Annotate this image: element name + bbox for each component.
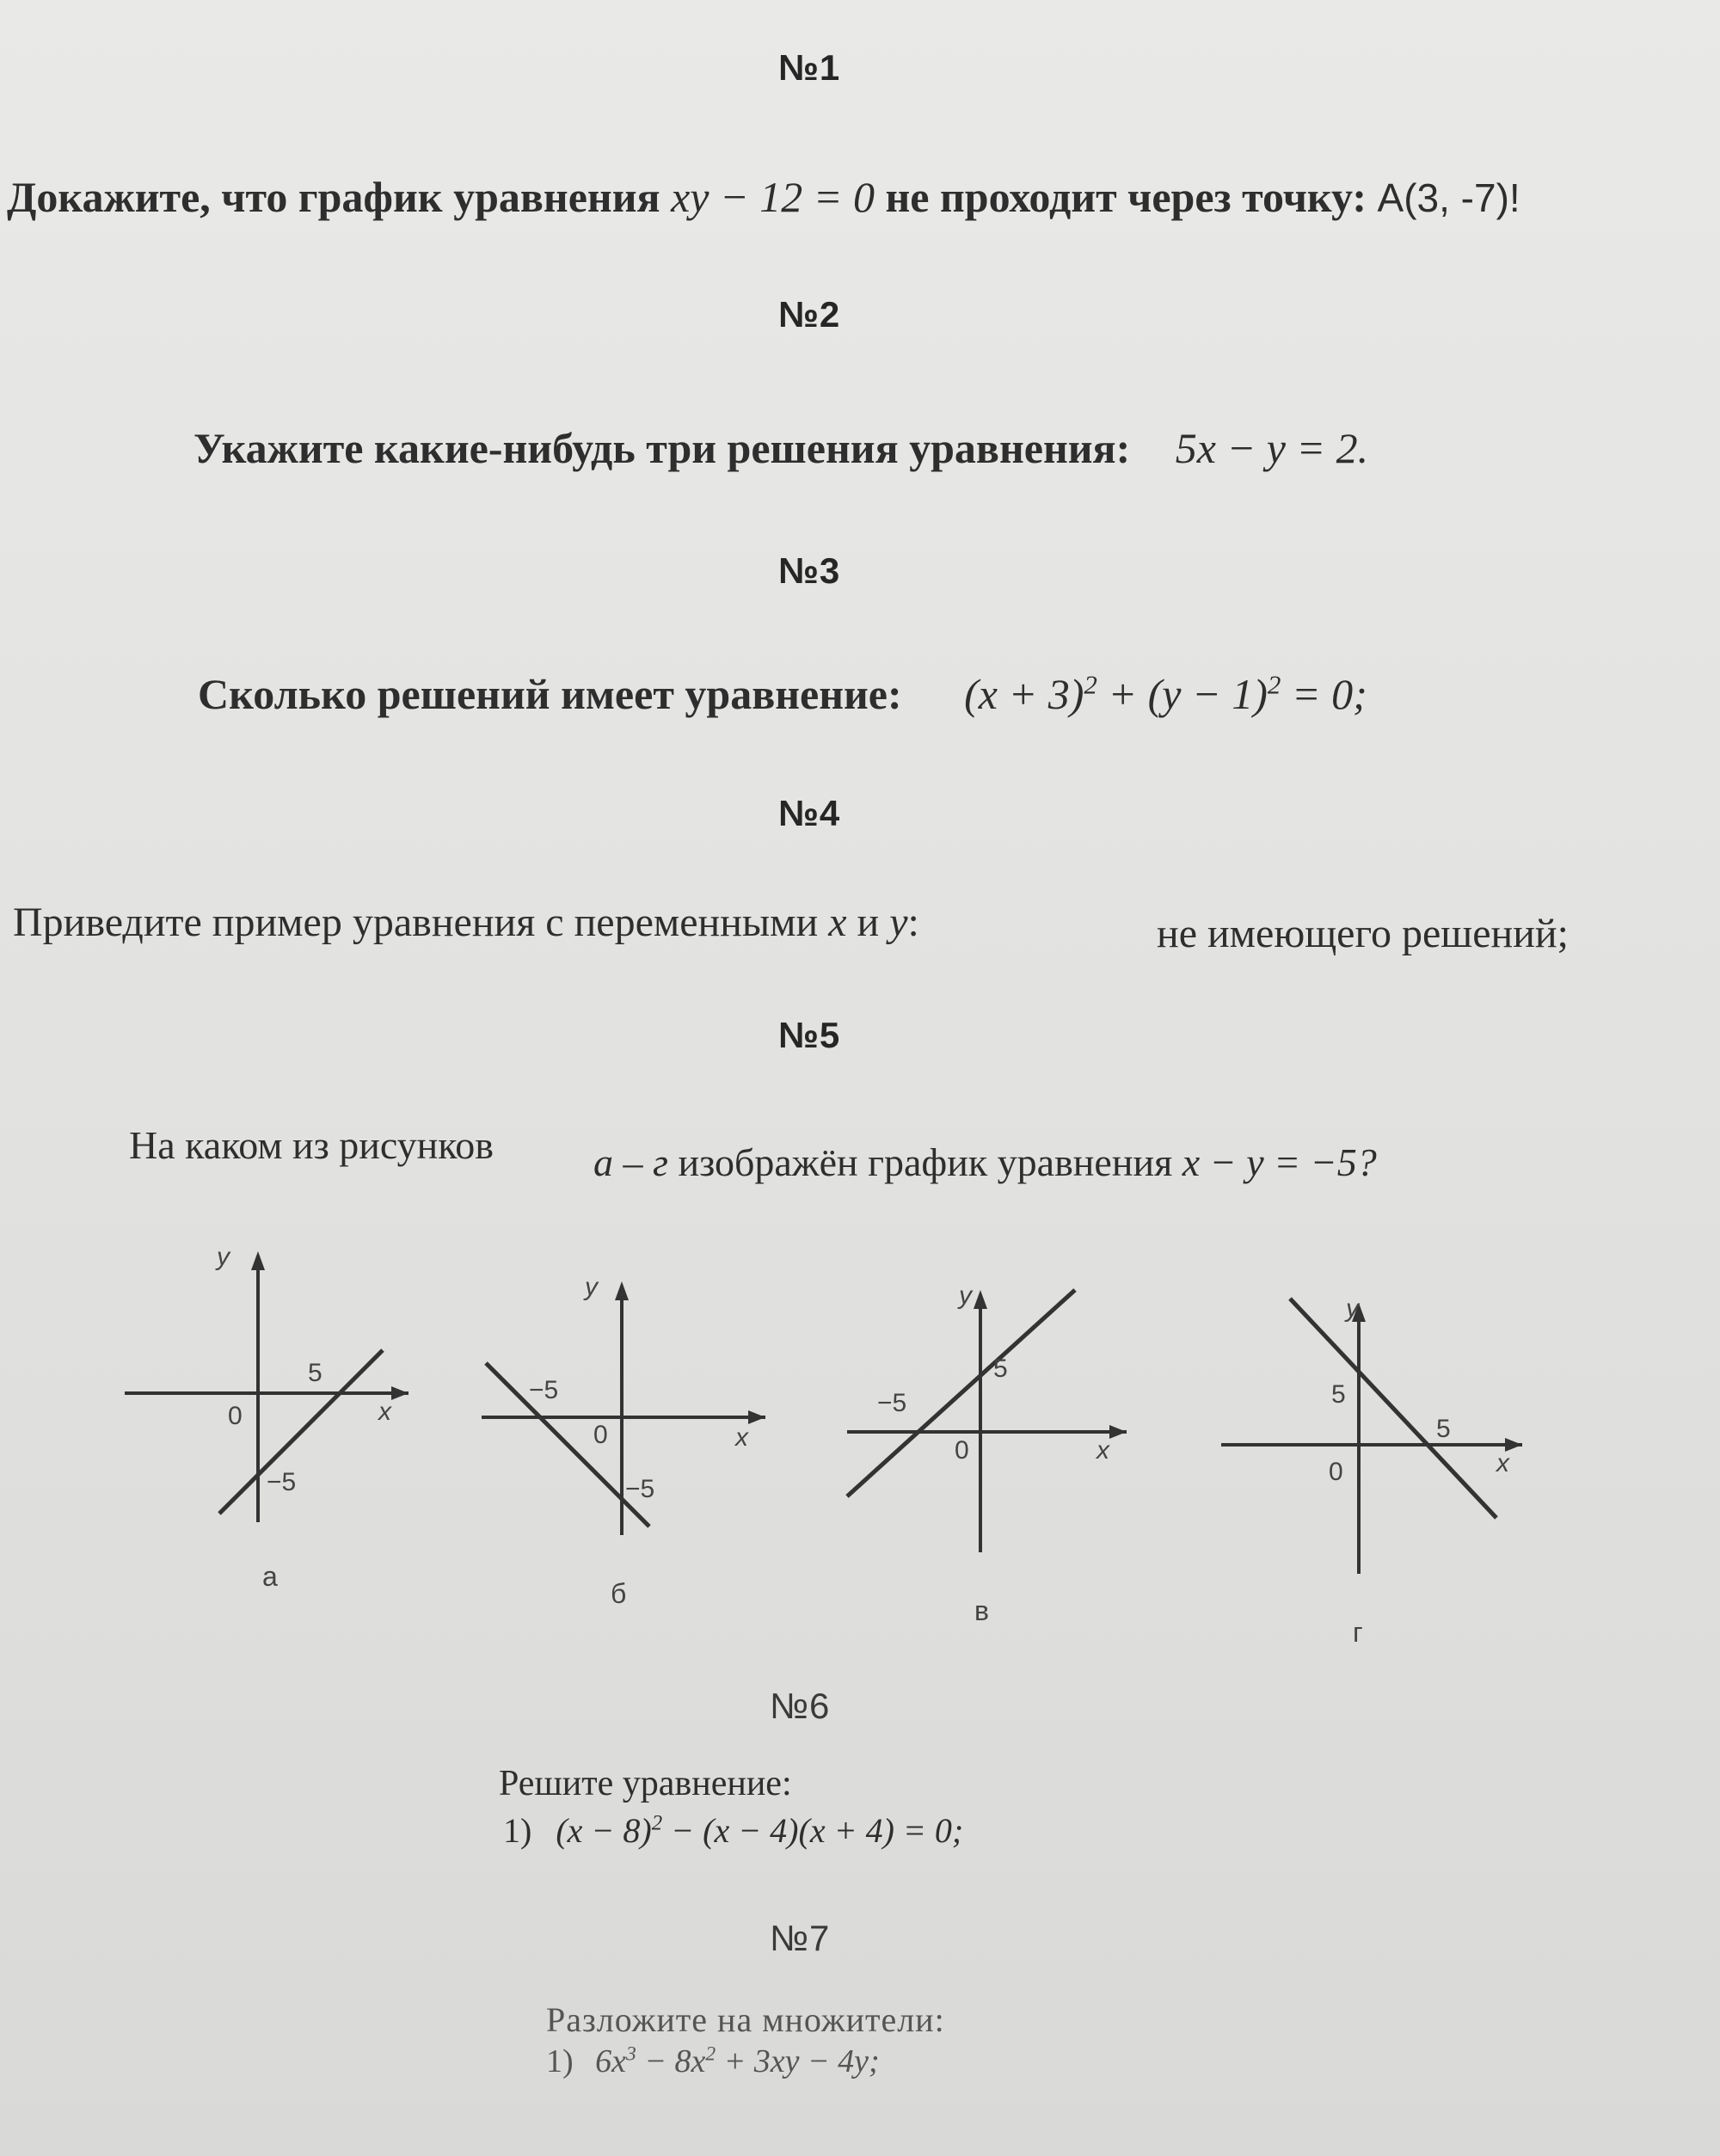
graph-v-caption: в [974,1595,989,1626]
x-axis-label: x [1096,1436,1109,1465]
graph-b [477,1273,770,1609]
task-6-equation: 1) $(x - 8)^2 - (x - 4)(x + 4) = 0$; [503,1811,964,1850]
graph-v-plot [838,1281,1131,1557]
tick-label: −5 [267,1468,297,1496]
tick-label: 5 [1331,1380,1346,1409]
tick-label: −5 [625,1475,655,1503]
graph-b-plot [477,1273,770,1539]
origin-label: 0 [955,1436,969,1465]
y-axis-label: y [1346,1294,1359,1323]
task-1-text [7,172,1520,222]
task-4-number: №4 [778,793,841,833]
y-axis-label: y [217,1243,230,1271]
tick-label: 5 [308,1359,322,1387]
task-2-number: №2 [778,294,841,335]
origin-label: 0 [593,1421,608,1449]
x-axis-label: x [378,1397,391,1426]
task-7-prompt: Разложите на множители: [546,2000,945,2039]
task-1-prompt-2: не проходит через точку: [874,173,1378,221]
tick-label: 5 [993,1354,1008,1383]
graph-line [219,1350,383,1514]
task-5-equation: x − y = −5? [1182,1140,1377,1184]
task-6-prompt: Решите уравнение: [499,1764,792,1803]
task-6-number: №6 [770,1686,831,1726]
graph-g-plot [1217,1294,1526,1578]
task-4-text: Приведите пример уравнения с переменными x и y: [13,900,919,945]
graph-g [1217,1294,1526,1648]
task-3-number: №3 [778,550,841,591]
task-7-number: №7 [770,1918,831,1958]
task-5-text: а – г изображён график уравнения x − y = −5? [593,1140,1377,1184]
y-axis-label: y [585,1273,598,1301]
task-4-prompt: Приведите пример уравнения с переменными [13,900,829,945]
task-1-prompt: Докажите, что график уравнения [7,173,672,221]
task-4-prompt-2: не имеющего решений; [1157,911,1569,956]
task-1-equation: xy − 12 = 0 [671,173,875,221]
tick-label: 5 [1436,1415,1451,1443]
task-5-number: №5 [778,1015,841,1055]
origin-label: 0 [1329,1458,1343,1486]
task-3-prompt: Сколько решений имеет уравнение: [198,670,902,718]
task-7-expression: 1) $6x^3 - 8x^2 + 3xy - 4y$; [546,2042,880,2079]
tick-label: −5 [529,1376,559,1404]
task-5-range: а – г [593,1140,668,1184]
x-axis-label: x [1496,1449,1509,1477]
task-2-equation: 5x − y = 2. [1175,424,1369,472]
task-1-number: №1 [778,47,841,88]
y-axis-arrow [251,1251,265,1270]
graph-g-caption: г [1353,1617,1363,1648]
task-2-text [194,423,1368,473]
graph-line [1290,1299,1496,1518]
x-axis-arrow [748,1410,765,1424]
task-1-point: A(3, -7)! [1377,175,1520,220]
tick-label: −5 [877,1389,907,1417]
graph-a [120,1243,413,1592]
graph-b-caption: б [611,1578,627,1609]
task-3-text [198,669,1367,719]
task-3-equation: $(x + 3)^2 + (y - 1)^2 = 0$; [964,669,1367,718]
x-axis-arrow [1109,1425,1127,1439]
y-axis-label: y [959,1281,972,1310]
y-axis-arrow [974,1290,987,1309]
x-axis-label: x [735,1423,748,1452]
graph-a-caption: а [262,1561,278,1592]
task-2-prompt: Укажите какие-нибудь три решения уравнения: [194,424,1131,472]
x-axis-arrow [391,1386,408,1400]
graph-v [838,1281,1131,1626]
origin-label: 0 [228,1402,243,1430]
task-5-prompt: На каком из рисунков [129,1123,494,1167]
y-axis-arrow [615,1281,629,1300]
